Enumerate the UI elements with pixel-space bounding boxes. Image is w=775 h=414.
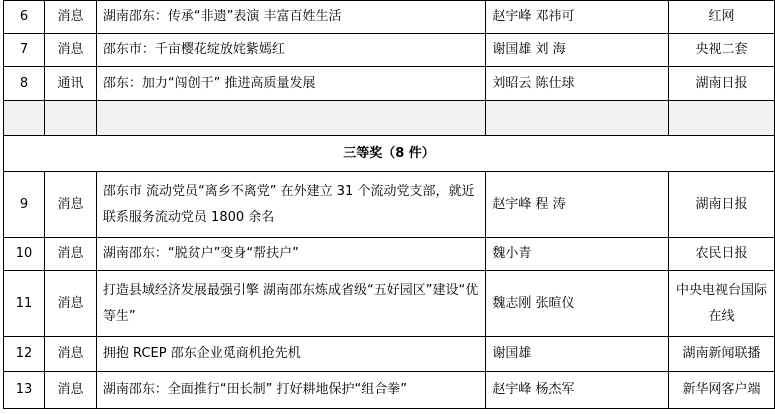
row-authors: 魏小青 [486,238,669,271]
blank-cell [96,101,485,136]
table-row [4,1,775,34]
row-authors: 赵宇峰 程 涛 [486,172,669,238]
row-media: 新华网客户端 [669,372,775,409]
table-row [4,238,775,271]
row-authors: 魏志刚 张暄仪 [486,271,669,337]
row-media: 中央电视台国际在线 [669,271,775,337]
awards-table [3,0,775,409]
blank-row [4,101,775,136]
row-type: 通讯 [44,67,96,101]
blank-cell [669,101,775,136]
row-title: 邵东市 流动党员“离乡不离党” 在外建立 31 个流动党支部，就近联系服务流动党员 1800 余名 [96,172,485,238]
row-type: 消息 [44,172,96,238]
row-title: 邵东市：千亩樱花绽放姹紫嫣红 [96,34,485,67]
row-media: 湖南日报 [669,67,775,101]
row-media: 农民日报 [669,238,775,271]
section-title: 三等奖（8 件） [4,136,775,172]
row-title: 湖南邵东：“脱贫户”变身“帮扶户” [96,238,485,271]
row-number: 11 [4,271,45,337]
row-authors: 谢国雄 [486,337,669,372]
blank-cell [4,101,45,136]
table-row [4,34,775,67]
row-type: 消息 [44,372,96,409]
row-authors: 赵宇峰 杨杰军 [486,372,669,409]
table-row [4,372,775,409]
row-type: 消息 [44,1,96,34]
row-number: 6 [4,1,45,34]
row-title: 湖南邵东：全面推行“田长制” 打好耕地保护“组合拳” [96,372,485,409]
row-media: 红网 [669,1,775,34]
row-authors: 刘昭云 陈仕球 [486,67,669,101]
section-row [4,136,775,172]
row-number: 8 [4,67,45,101]
row-type: 消息 [44,34,96,67]
row-number: 7 [4,34,45,67]
table-row [4,337,775,372]
row-number: 12 [4,337,45,372]
blank-cell [486,101,669,136]
table-row [4,67,775,101]
row-title: 邵东：加力“闯创干” 推进高质量发展 [96,67,485,101]
row-authors: 赵宇峰 邓祎可 [486,1,669,34]
row-type: 消息 [44,271,96,337]
row-media: 央视二套 [669,34,775,67]
table-row [4,271,775,337]
row-title: 打造县域经济发展最强引擎 湖南邵东炼成省级“五好园区”建设“优等生” [96,271,485,337]
row-title: 湖南邵东：传承“非遗”表演 丰富百姓生活 [96,1,485,34]
blank-cell [44,101,96,136]
row-title: 拥抱 RCEP 邵东企业觅商机抢先机 [96,337,485,372]
row-media: 湖南新闻联播 [669,337,775,372]
row-number: 9 [4,172,45,238]
row-authors: 谢国雄 刘 海 [486,34,669,67]
row-type: 消息 [44,337,96,372]
row-number: 13 [4,372,45,409]
row-media: 湖南日报 [669,172,775,238]
row-type: 消息 [44,238,96,271]
table-row [4,172,775,238]
row-number: 10 [4,238,45,271]
